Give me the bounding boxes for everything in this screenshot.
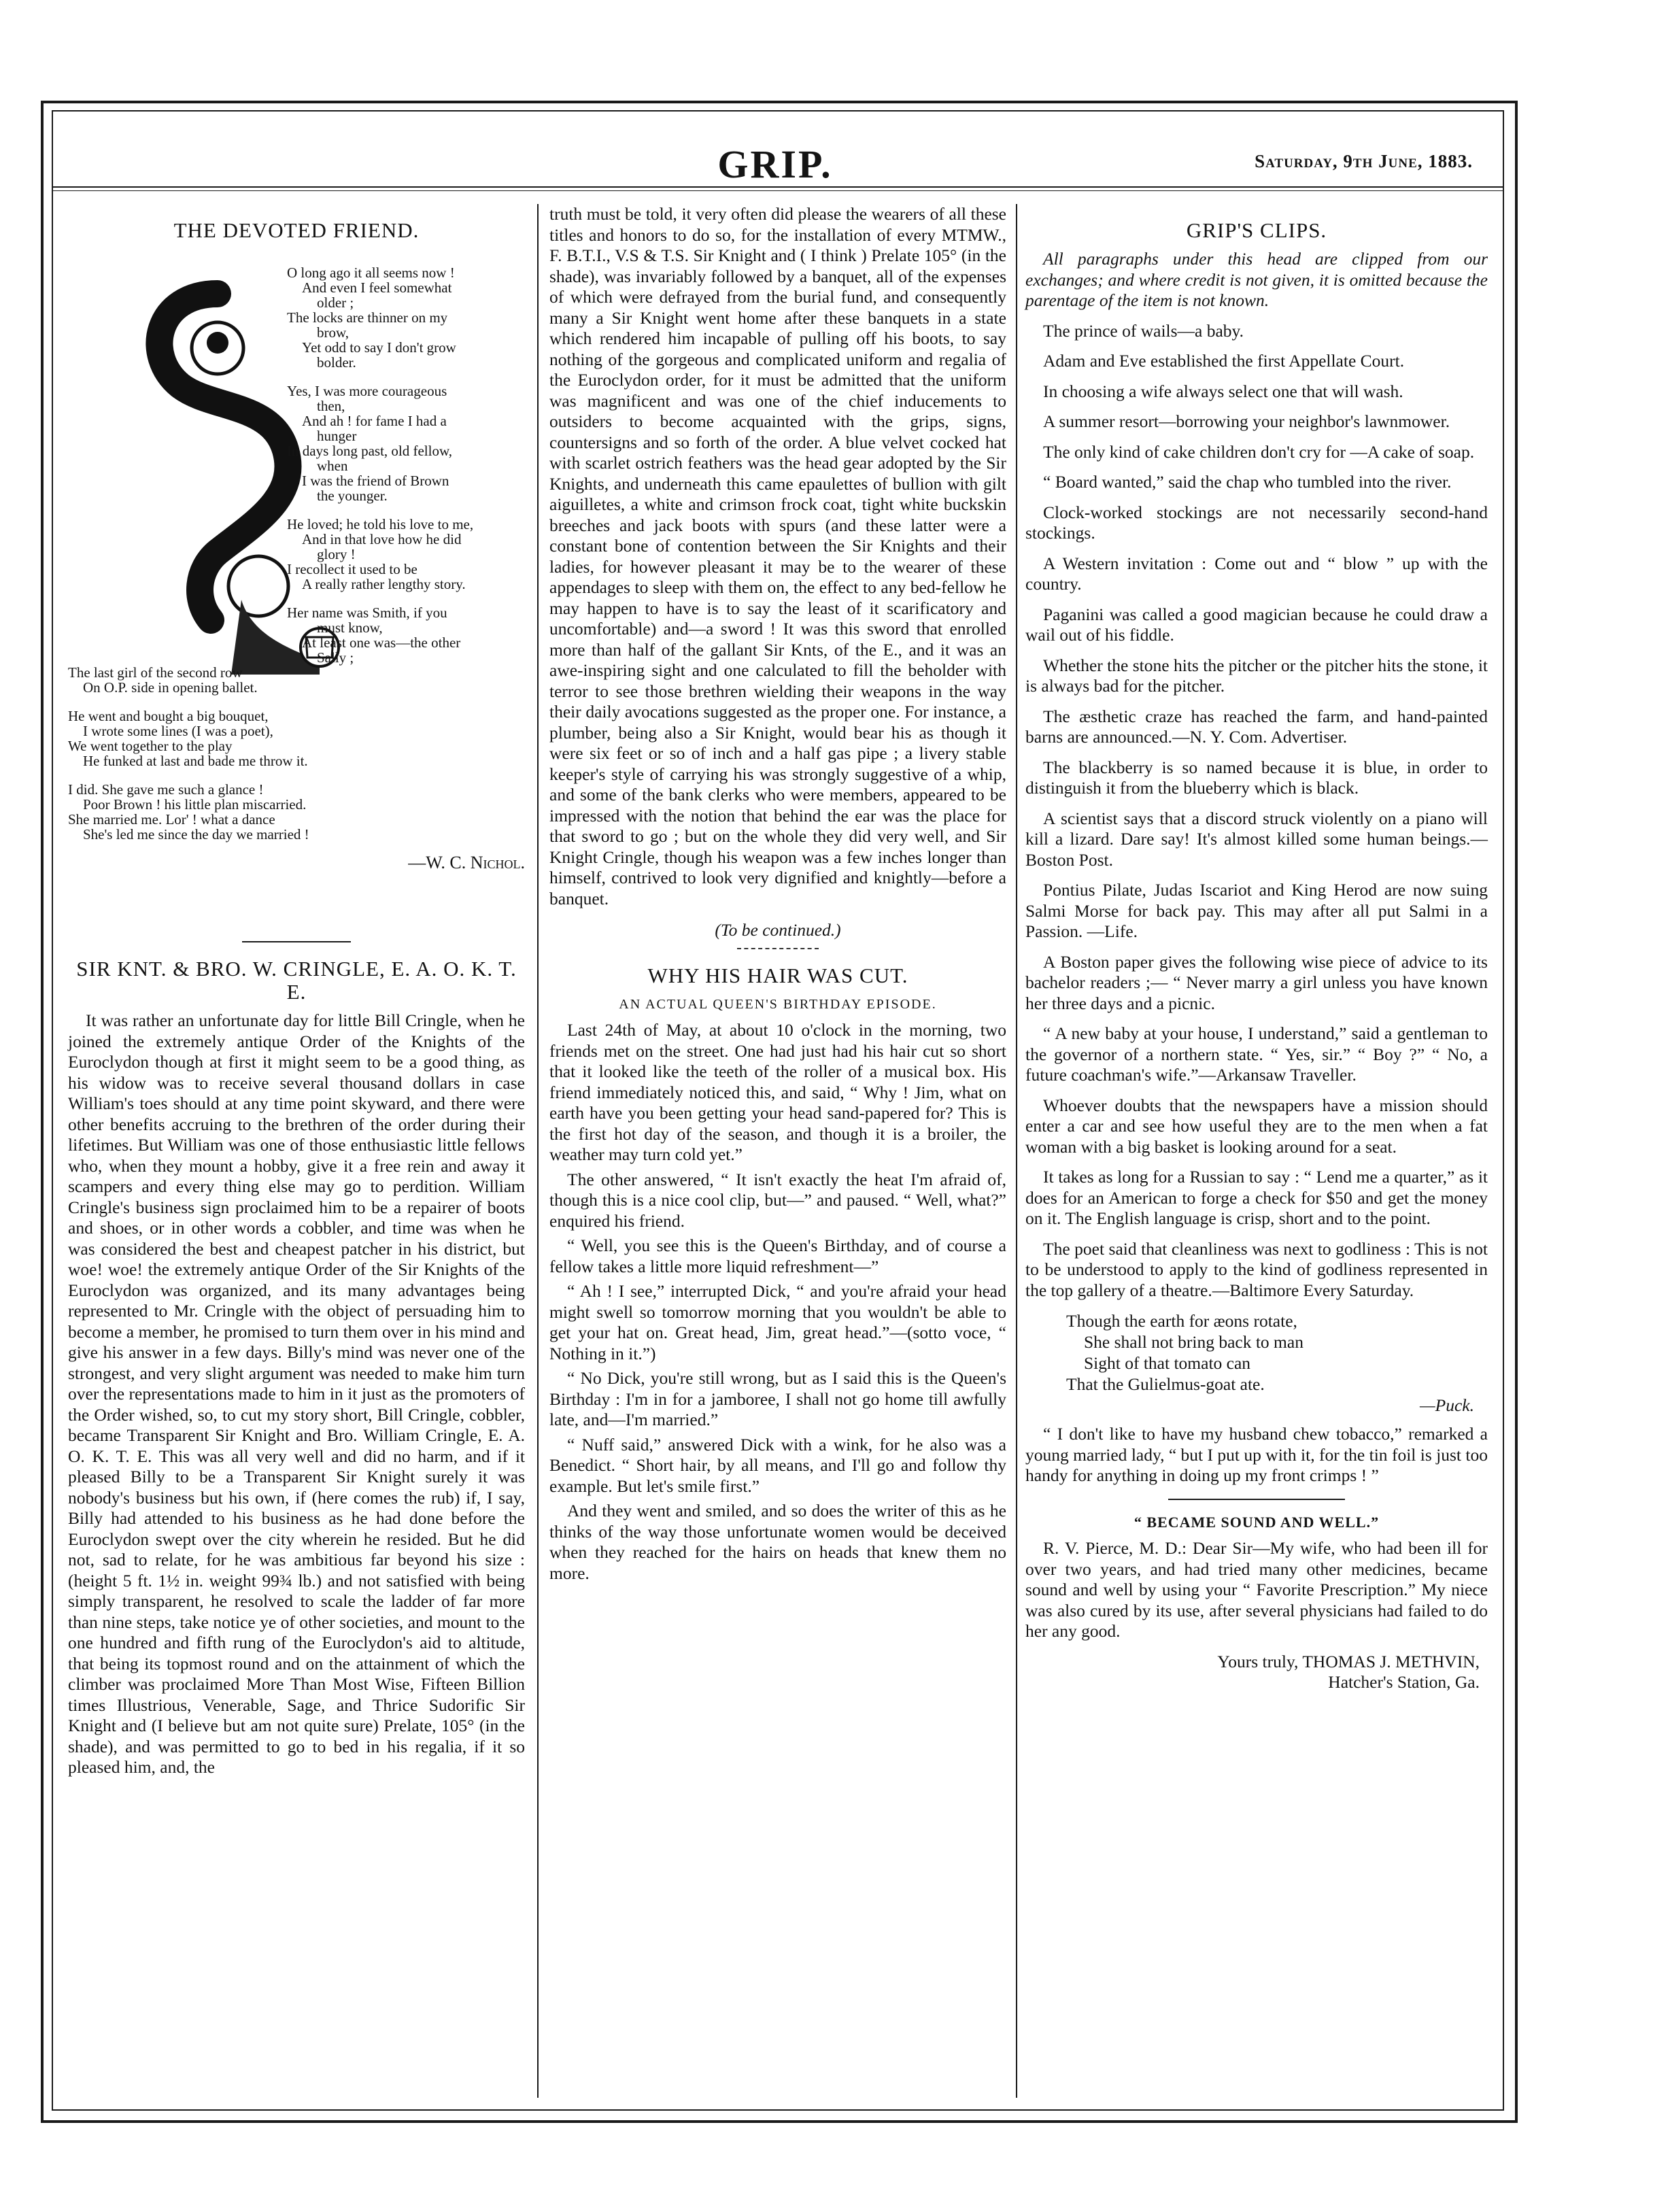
haircut-paragraph: “ Well, you see this is the Queen's Birthday, and of course a fellow takes a little more liquid refreshment—” [549, 1236, 1006, 1276]
testimonial-body: R. V. Pierce, M. D.: Dear Sir—My wife, who had been ill for over two years, and had tried many other medicines, became sound and well by using your “ Favorite Prescription.” My niece was also cured by its use, after several physicians had failed to do her any good. [1025, 1538, 1488, 1641]
poem-title: THE DEVOTED FRIEND. [173, 218, 420, 242]
section-divider [737, 948, 819, 949]
column-divider-1 [537, 204, 539, 2098]
poem-stanza: He went and bought a big bouquet, I wrote some lines (I was a poet), We went together to the play He funked at last and bade me throw it. [68, 708, 308, 769]
clip-item: The æsthetic craze has reached the farm, and hand-painted barns are announced.—N. Y. Com. Advertiser. [1025, 706, 1488, 747]
clip-item: In choosing a wife always select one that will wash. [1043, 381, 1403, 401]
clip-item: The poet said that cleanliness was next to godliness : This is not to be understood to apply to the kind of godliness represented in the top gallery of a theatre.—Baltimore Every Saturday. [1025, 1238, 1488, 1300]
poem-stanza: O long ago it all seems now ! And even I feel somewhat older ; The locks are thinner on my brow, Yet odd to say I don't grow bolder. [287, 265, 456, 371]
cringle-paragraph: truth must be told, it very often did please the wearers of all these titles and honors to do so, for the installation of every MTMW., F. B.T.I., V.S & T.S. Sir Knight and ( I think ) Prelate 105° (in the shade), was invariably followed by a banquet, all of the expenses of which were defrayed from the burial fund, and consequently many a Sir Knight went home after these banquets in a state which rendered him incapable of pulling off his boots, to say nothing of the gorgeous and complicated uniform and regalia of the Euroclydon order, for it must be admitted that the uniform was magnificent and was one of the chief inducements to outsiders to become acquainted with the grips, signs, countersigns and so forth of the order. A blue velvet cocked hat with scarlet ostrich feathers was the head gear adopted by the Sir Knights, and underneath this came epaulettes of bullion with gilt aiguilletes, a white and crimson frock coat, tight white buckskin breeches and jack boots with spurs (and these latter were a constant bone of contention between the Sir Knights and their ladies, for however pleasant it may be to the wearer of these appendages to sleep with them on, the effect to any bed-fellow he may happen to have is to say the least of it scarificatory and uncomfortable) and—a sword ! It was this sword that enrolled more than half of the gallant Sir Knts, of the E., and it was an awe-inspiring sight and one calculated to fill the beholder with terror to see those brethren wielding their weapons in the way their daily avocations suggested as the proper one. For instance, a plumber, being also a Sir Knight, would bear his as though it were six feet or so of inch and a half gas pipe ; a livery stable keeper's style of carrying his was strongly suggestive of a whip, and some of the bank clerks who were members, appeared to be impressed with the notion that behind the ear was the place for that sword to go ; but on the whole they did very well, and Sir Knight Cringle, though his weapon was a few inches longer than himself, contrived to look very dignified and knightly—before a banquet. [549, 204, 1006, 908]
masthead-date: Saturday, 9th June, 1883. [1255, 151, 1473, 171]
clip-item: Clock-worked stockings are not necessarily second-hand stockings. [1025, 502, 1488, 543]
clip-item: “ A new baby at your house, I understand,” said a gentleman to the governor of a northern state. “ Yes, sir.” “ Boy ?” “ No, a future coachman's wife.”—Arkansaw Traveller. [1025, 1023, 1488, 1085]
verse-attribution: —Puck. [1419, 1395, 1474, 1415]
clip-item: Paganini was called a good magician because he could draw a wail out of his fiddle. [1025, 604, 1488, 645]
testimonial-title: “ BECAME SOUND AND WELL.” [1134, 1513, 1380, 1531]
haircut-paragraph: Last 24th of May, at about 10 o'clock in the morning, two friends met on the street. One had just had his hair cut so short that it looked like the teeth of the roller of a musical box. His friend immediately noticed this, and said, “ Why ! Jim, what on earth have you been getting your head sand-papered for? This is the first hot day of the season, and though it is a broiler, the weather may turn cold yet.” [549, 1020, 1006, 1164]
clips-title: GRIP'S CLIPS. [1186, 218, 1327, 242]
poem-stanza: Yes, I was more courageous then, And ah ! for fame I had a hunger In days long past, old fellow, when I was the friend of Brown the younger. [287, 383, 453, 504]
clip-item: Whoever doubts that the newspapers have a mission should enter a car and see how useful they are to the men when a fat woman with a big basket is looking around for a seat. [1025, 1095, 1488, 1157]
column-3 [1025, 204, 1488, 1693]
haircut-title: WHY HIS HAIR WAS CUT. [647, 963, 908, 987]
column-1 [68, 204, 525, 1782]
clip-verse: Though the earth for æons rotate, She shall not bring back to man Sight of that tomato can That the Gulielmus-goat ate. —Puck. [1066, 1311, 1474, 1415]
haircut-paragraph: And they went and smiled, and so does the writer of this as he thinks of the way those unfortunate women would be deceived when they reached for the hairs on heads that knew them no more. [549, 1501, 1006, 1583]
clip-item: “ I don't like to have my husband chew tobacco,” remarked a young married lady, “ but I put up with it, for the tin foil is just too handy for anything in doing up my front crimps ! ” [1025, 1424, 1488, 1485]
continued-note: (To be continued.) [715, 920, 841, 940]
clip-item: Pontius Pilate, Judas Iscariot and King Herod are now suing Salmi Morse for back pay. This may after all put Salmi in a Passion. —Life. [1025, 880, 1488, 941]
clip-item: It takes as long for a Russian to say : “ Lend me a quarter,” as it does for an American to forge a check for $50 and get the money on it. The English language is crisp, short and to the point. [1025, 1167, 1488, 1228]
clip-item: A summer resort—borrowing your neighbor's lawnmower. [1043, 411, 1450, 431]
haircut-paragraph: The other answered, “ It isn't exactly the heat I'm afraid of, though this is a nice cool clip, but—” and paused. “ Well, what?” enquired his friend. [549, 1169, 1006, 1231]
clip-item: “ Board wanted,” said the chap who tumbled into the river. [1043, 472, 1452, 492]
clip-item: Adam and Eve established the first Appellate Court. [1043, 351, 1405, 371]
poem-stanza: Her name was Smith, if you must know, At least one was—the other Sally ; The last girl of the second row On O.P. side in opening ballet. [68, 605, 461, 696]
testimonial-place: Hatcher's Station, Ga. [1328, 1672, 1480, 1692]
column-divider-2 [1016, 204, 1017, 2098]
clip-item: The only kind of cake children don't cry for —A cake of soap. [1043, 441, 1475, 462]
haircut-paragraph: “ Nuff said,” answered Dick with a wink, for he also was a Benedict. “ Short hair, by all means, and I'll go and follow thy example. But let's smile first.” [549, 1434, 1006, 1496]
clip-item: The prince of wails—a baby. [1043, 320, 1244, 341]
section-divider [1168, 1499, 1345, 1500]
haircut-paragraph: “ Ah ! I see,” interrupted Dick, “ and you're afraid your head might swell so tomorrow morning that you wouldn't be able to get your hat on. Great head, Jim, great head.”—(sotto voce, “ Nothing in it.”) [549, 1281, 1006, 1363]
poem-block [68, 249, 525, 929]
section-divider [242, 941, 351, 942]
clip-item: A Western invitation : Come out and “ blow ” up with the country. [1025, 553, 1488, 594]
cringle-paragraph: It was rather an unfortunate day for little Bill Cringle, when he joined the extremely antique Order of the Knights of the Euroclydon though at first it might seem to be a good thing, as his widow was to receive several thousand dollars in case William's toes should at any time point skyward, and there were other benefits accruing to the brethren of the order during their lifetimes. But William was one of those enthusiastic little fellows who, when they mount a hobby, give it a free rein and away it scampers and every thing else may go to perdition. William Cringle's business sign proclaimed him to be a repairer of boots and shoes, or in other words a cobbler, and time was when he was considered the best and cheapest patcher in his district, but woe! woe! the extremely antique Order of the Sir Knights of the Euroclydon was organized, and its many advantages being represented to Mr. Cringle with the object of persuading him to become a member, he promised to turn them over in his mind and give his answer in a few days. Billy's mind was never one of the strongest, and very slight argument was needed to make him turn over the representations made to him in it just as the promoters of the Order wished, so, to cut my story short, Bill Cringle, cobbler, became Transparent Sir Knight and Bro. William Cringle, E. A. O. K. T. E. This was all very well and did no harm, and if it pleased Billy to be a Transparent Sir Knight surely it was nobody's business but his own, if (here comes the rub) if, I say, Billy had attended to his business as he had done before the Euroclydon swept over the city wherein he resided. But he did not, sad to relate, for he was ambitious far beyond his size : (height 5 ft. 1½ in. weight 99¾ lb.) and not satisfied with being simply transparent, he resolved to scale the ladder of far more than nine steps, take notice ye of other societies, and mount to the one hundred and fifth rung of the Euroclydon's aid to altitude, that being its topmost round and on the attainment of which the climber was proclaimed More Than Most Wise, Fifteen Billion times Illustrious, Venerable, Sage, and Thrice Sudorific Sir Knight and (I believe but am not quite sure) Prelate, 105° (in the shade), and was permitted to go to bed in his regalia, if it so pleased him, and, the [68, 1010, 525, 1777]
clip-item: Whether the stone hits the pitcher or the pitcher hits the stone, it is always bad for the pitcher. [1025, 655, 1488, 696]
masthead-rule-thin [52, 190, 1503, 191]
testimonial-closing: Yours truly, THOMAS J. METHVIN, [1217, 1651, 1480, 1671]
haircut-paragraph: “ No Dick, you're still wrong, but as I said this is the Queen's Birthday : I'm in for a jamboree, I shall not go home till awfully late, and—I'm married.” [549, 1368, 1006, 1429]
clips-intro: All paragraphs under this head are clipped from our exchanges; and where credit is not given, it is omitted because the parentage of the item is not known. [1025, 249, 1488, 310]
clip-item: The blackberry is so named because it is blue, in order to distinguish it from the blueberry which is black. [1025, 757, 1488, 798]
haircut-subtitle: AN ACTUAL QUEEN'S BIRTHDAY EPISODE. [619, 996, 937, 1012]
clip-item: A scientist says that a discord struck violently on a piano will kill a lizard. Dare say! It's almost killed some human beings.—Boston Post. [1025, 808, 1488, 870]
masthead-title: GRIP. [717, 142, 833, 186]
clip-item: A Boston paper gives the following wise piece of advice to its bachelor readers ;— “ Never marry a girl unless you have known her three days and a picnic. [1025, 951, 1488, 1013]
column-2 [549, 204, 1006, 1588]
poem-stanza: He loved; he told his love to me, And in that love how he did glory ! I recollect it used to be A really rather lengthy story. [287, 516, 474, 592]
poem-stanza: I did. She gave me such a glance ! Poor Brown ! his little plan miscarried. She married me. Lor' ! what a dance She's led me since the day we married ! [68, 781, 309, 843]
poem-signature: —W. C. Nichol. [408, 853, 525, 872]
cringle-title: SIR KNT. & BRO. W. CRINGLE, E. A. O. K. T. E. [76, 957, 517, 1004]
poem-text [68, 265, 525, 870]
